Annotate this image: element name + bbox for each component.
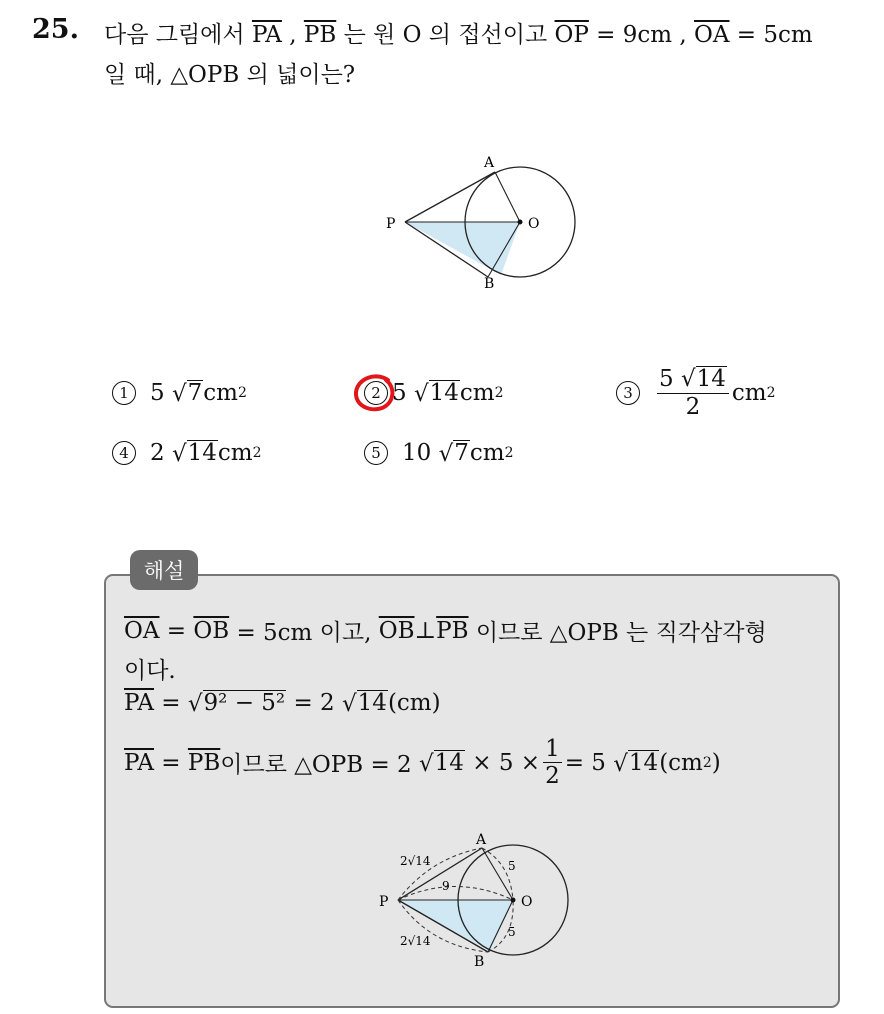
solution-line-1: $\overline{OA}$ = $\overline{OB}$ = 5cm 이고, $\overline{OB}$ ⊥ $\overline{PB}$ 이므로 △OPB 는 직각삼각형 bbox=[124, 617, 767, 646]
label-b: B bbox=[474, 954, 485, 970]
center-point bbox=[518, 220, 523, 225]
label-o: O bbox=[521, 894, 533, 910]
unit: cm bbox=[203, 380, 238, 406]
sqrt: √ 14 bbox=[171, 440, 217, 467]
op-value: = 9cm , bbox=[596, 22, 687, 48]
length-op: 9 bbox=[442, 879, 450, 893]
choice-coef: 5 bbox=[392, 380, 407, 406]
solution-line-2: 이다. bbox=[124, 658, 176, 684]
length-oa: 5 bbox=[508, 859, 516, 873]
red-answer-circle-mark bbox=[352, 372, 400, 414]
tangent-pa bbox=[405, 172, 495, 222]
segment-oa: $\overline{OA}$ bbox=[694, 22, 730, 48]
dashed-arc-po bbox=[398, 887, 513, 901]
label-b: B bbox=[484, 276, 495, 292]
oa-value: = 5cm bbox=[736, 22, 813, 48]
choice-mark-2: 2 bbox=[364, 381, 388, 405]
question-text: 다음 그림에서 bbox=[104, 22, 245, 48]
question-line-2: 일 때, △OPB 의 넓이는? bbox=[104, 62, 356, 88]
choice-2[interactable]: 2 5 √ 14 cm 2 bbox=[364, 380, 504, 406]
choice-mark-3: 3 bbox=[616, 381, 640, 405]
unit: cm bbox=[731, 380, 767, 406]
choice-mark-5: 5 bbox=[364, 441, 388, 465]
length-pa: 2√14 bbox=[400, 854, 431, 868]
choice-coef: 10 bbox=[402, 440, 432, 466]
label-a: A bbox=[476, 832, 487, 848]
unit: cm bbox=[217, 440, 253, 466]
question-figure bbox=[380, 150, 590, 295]
solution-figure bbox=[370, 828, 580, 974]
label-a: A bbox=[484, 155, 495, 171]
radius-oa bbox=[495, 172, 520, 222]
sqrt: √ 7 bbox=[171, 380, 203, 407]
question-line-1 bbox=[104, 16, 813, 49]
solution-line-3: $\overline{PA}$ = √ 9² − 5² = 2 √ 14 (cm) bbox=[124, 690, 441, 717]
unit: cm bbox=[459, 380, 495, 406]
choice-coef: 2 bbox=[150, 440, 165, 466]
question-number: 25. bbox=[32, 14, 79, 45]
segment-pb: $\overline{PB}$ bbox=[303, 22, 337, 48]
solution-line-4: $\overline{PA}$ = $\overline{PB}$ 이므로 △OPB = 2 √ 14 × 5 × $\frac{1}{2}$ = 5 √ 14 (cm 2 ) bbox=[124, 736, 721, 790]
choice-coef: 5 bbox=[150, 380, 165, 406]
length-pb: 2√14 bbox=[400, 934, 431, 948]
label-o: O bbox=[528, 216, 540, 232]
unit: cm bbox=[469, 440, 505, 466]
label-p: P bbox=[379, 894, 389, 910]
choice-1[interactable]: 1 5 √ 7 cm 2 bbox=[112, 380, 247, 406]
choice-4[interactable]: 4 2 √ 14 cm 2 bbox=[112, 440, 262, 466]
radius-oa bbox=[482, 848, 513, 900]
segment-pa: $\overline{PA}$ bbox=[251, 22, 282, 48]
solution-tag: 해설 bbox=[130, 550, 198, 590]
segment-op: $\overline{OP}$ bbox=[554, 22, 589, 48]
question-text-2: 는 원 O 의 접선이고 bbox=[343, 22, 548, 48]
choice-mark-1: 1 bbox=[112, 381, 136, 405]
sqrt: √ 7 bbox=[438, 440, 469, 467]
comma: , bbox=[289, 22, 297, 48]
choice-5[interactable]: 5 10 √ 7 cm 2 bbox=[364, 440, 514, 466]
shaded-triangle bbox=[405, 222, 520, 275]
label-p: P bbox=[386, 216, 396, 232]
center-point bbox=[511, 898, 516, 903]
fraction: 5 √ 14 2 bbox=[657, 366, 729, 420]
choice-mark-4: 4 bbox=[112, 441, 136, 465]
choice-3[interactable]: 3 5 √ 14 2 cm 2 bbox=[616, 366, 776, 420]
sqrt: √ 14 bbox=[413, 380, 459, 407]
length-ob: 5 bbox=[508, 925, 516, 939]
